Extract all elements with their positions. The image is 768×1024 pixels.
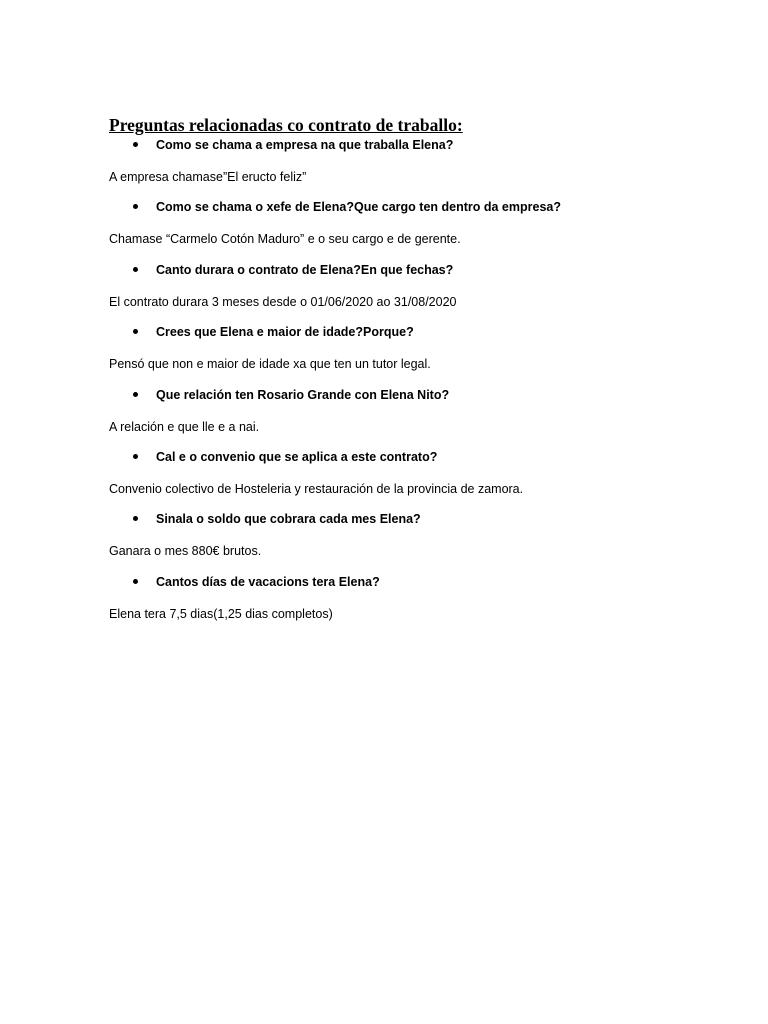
question-text bbox=[156, 388, 449, 402]
document-title: Preguntas relacionadas co contrato de traballo: bbox=[109, 115, 463, 135]
bullet-icon bbox=[133, 516, 138, 521]
question-label: Como se chama o xefe de Elena?Que cargo ten dentro da empresa? bbox=[156, 200, 561, 215]
qa-item bbox=[0, 263, 768, 325]
question-label: Canto durara o contrato de Elena?En que fechas? bbox=[156, 262, 454, 277]
question-label: Cal e o convenio que se aplica a este contrato? bbox=[156, 449, 438, 464]
answer-text: A relación e que lle e a nai. bbox=[109, 419, 260, 434]
answer-text: Convenio colectivo de Hosteleria y restauración de la provincia de zamora. bbox=[109, 481, 524, 496]
question-label: Crees que Elena e maior de idade?Porque? bbox=[156, 325, 414, 340]
bullet-icon bbox=[133, 454, 138, 459]
bullet-icon bbox=[133, 392, 138, 397]
bullet-icon bbox=[133, 579, 138, 584]
bullet-icon bbox=[133, 329, 138, 334]
answer-text: Elena tera 7,5 dias(1,25 dias completos) bbox=[109, 606, 333, 621]
bullet-icon bbox=[133, 267, 138, 272]
qa-list bbox=[0, 138, 768, 637]
question-label: Sinala o soldo que cobrara cada mes Elena? bbox=[156, 512, 421, 527]
question-label: Como se chama a empresa na que traballa Elena? bbox=[156, 138, 454, 152]
answer-text: Ganara o mes 880€ brutos. bbox=[109, 544, 262, 559]
bullet-icon bbox=[133, 204, 138, 209]
question-label: Cantos días de vacacions tera Elena? bbox=[156, 574, 380, 589]
question-text bbox=[156, 200, 561, 214]
qa-item bbox=[0, 325, 768, 387]
qa-item bbox=[0, 575, 768, 637]
qa-item bbox=[0, 388, 768, 450]
answer-text: Pensó que non e maior de idade xa que ten un tutor legal. bbox=[109, 357, 431, 372]
question-text bbox=[156, 575, 380, 589]
answer-text: Chamase “Carmelo Cotón Maduro” e o seu cargo e de gerente. bbox=[109, 232, 461, 247]
question-text bbox=[156, 138, 453, 152]
answer-text: El contrato durara 3 meses desde o 01/06/2020 ao 31/08/2020 bbox=[109, 294, 457, 309]
question-label: Que relación ten Rosario Grande con Elena Nito? bbox=[156, 387, 450, 402]
bullet-icon bbox=[133, 142, 138, 147]
question-text bbox=[156, 450, 437, 464]
question-text bbox=[156, 325, 414, 339]
qa-item bbox=[0, 512, 768, 574]
question-text bbox=[156, 512, 421, 526]
qa-item bbox=[0, 450, 768, 512]
qa-item bbox=[0, 138, 768, 200]
answer-text: A empresa chamase”El eructo feliz” bbox=[109, 170, 307, 184]
question-text bbox=[156, 263, 453, 277]
qa-item bbox=[0, 200, 768, 262]
